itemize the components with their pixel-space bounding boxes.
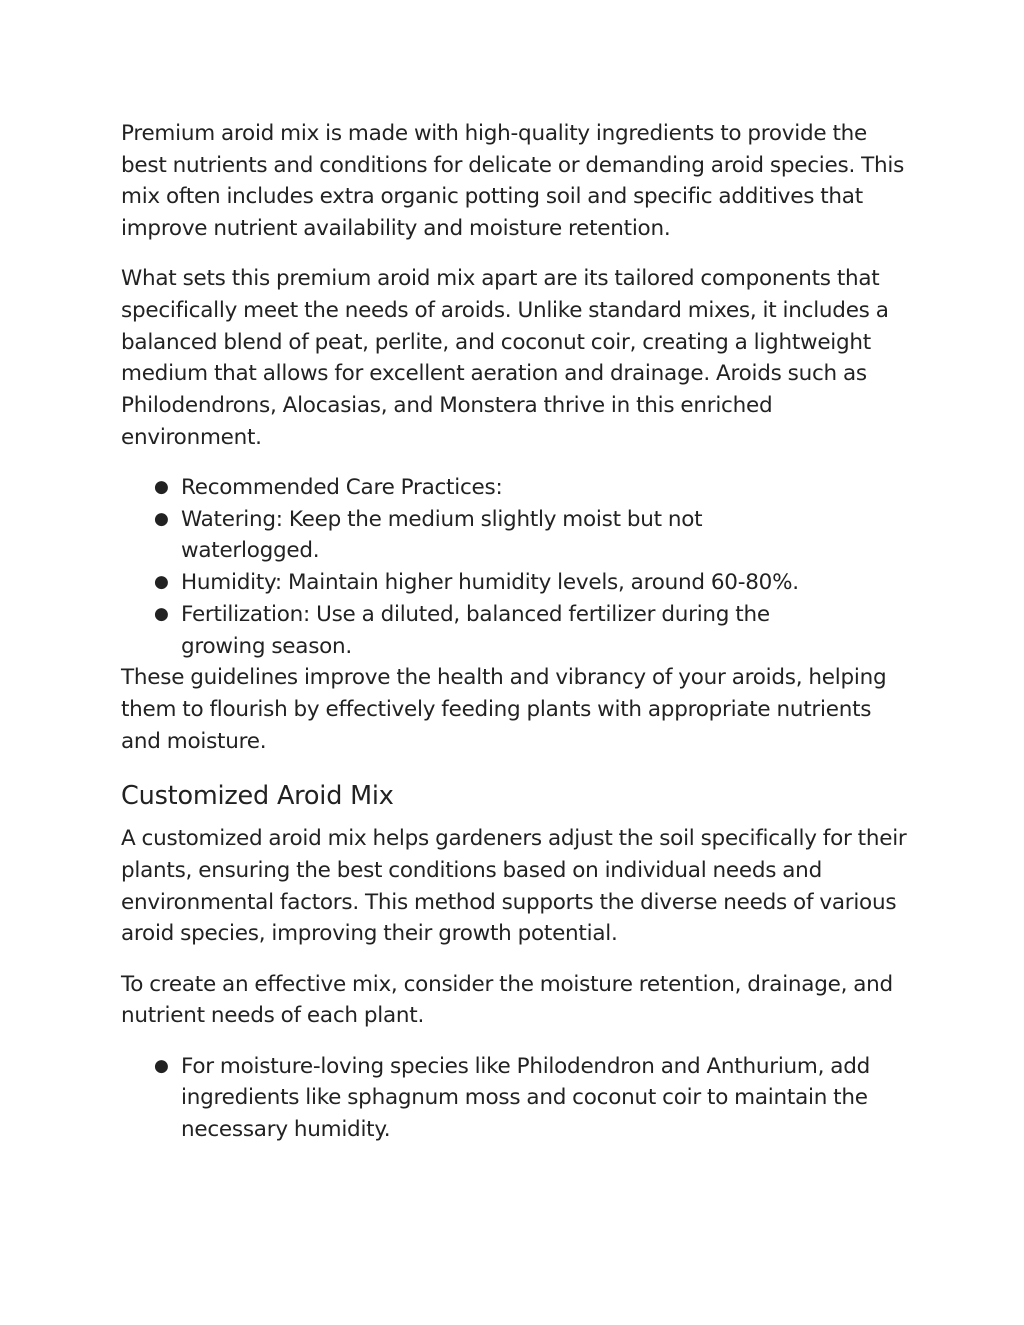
list-item: ● Watering: Keep the medium slightly moist but not waterlogged. [121, 504, 911, 567]
bullet-icon: ● [154, 572, 169, 593]
bullet-icon: ● [154, 603, 169, 624]
document-page [121, 118, 911, 1146]
bullet-icon: ● [154, 1055, 169, 1076]
care-practices-list [121, 472, 911, 662]
bullet-icon: ● [154, 508, 169, 529]
list-item: ● Recommended Care Practices: [121, 472, 911, 504]
bullet-icon: ● [154, 477, 169, 498]
list-item: ● For moisture-loving species like Philodendron and Anthurium, add ingredients like sphagnum moss and coconut coir to maintain the necessary humidity. [121, 1051, 911, 1146]
list-item: ● Humidity: Maintain higher humidity levels, around 60-80%. [121, 567, 911, 599]
paragraph-premium-intro: Premium aroid mix is made with high-quality ingredients to provide the best nutrients and conditions for delicate or demanding aroid species. This mix often includes extra organic potting soil and specific additives that improve nutrient availability and moisture retention. [121, 121, 905, 242]
customized-mix-list [121, 1051, 911, 1146]
paragraph-create-mix: To create an effective mix, consider the moisture retention, drainage, and nutrient needs of each plant. [121, 971, 893, 1029]
paragraph-customized-intro: A customized aroid mix helps gardeners adjust the soil specifically for their plants, ensuring the best conditions based on individual needs and environmental factors. This method supports the diverse needs of various aroid species, improving their growth potential. [121, 826, 907, 947]
list-item: ● Fertilization: Use a diluted, balanced fertilizer during the growing season. [121, 599, 911, 662]
section-heading: Customized Aroid Mix [121, 781, 394, 812]
paragraph-guidelines: These guidelines improve the health and vibrancy of your aroids, helping them to flourish by effectively feeding plants with appropriate nutrients and moisture. [121, 665, 887, 754]
paragraph-premium-components: What sets this premium aroid mix apart are its tailored components that specifically meet the needs of aroids. Unlike standard mixes, it includes a balanced blend of peat, perlite, and coconut coir, creating a lightweight medium that allows for excellent aeration and drainage. Aroids such as Philodendrons, Alocasias, and Monstera thrive in this enriched environment. [121, 266, 889, 450]
